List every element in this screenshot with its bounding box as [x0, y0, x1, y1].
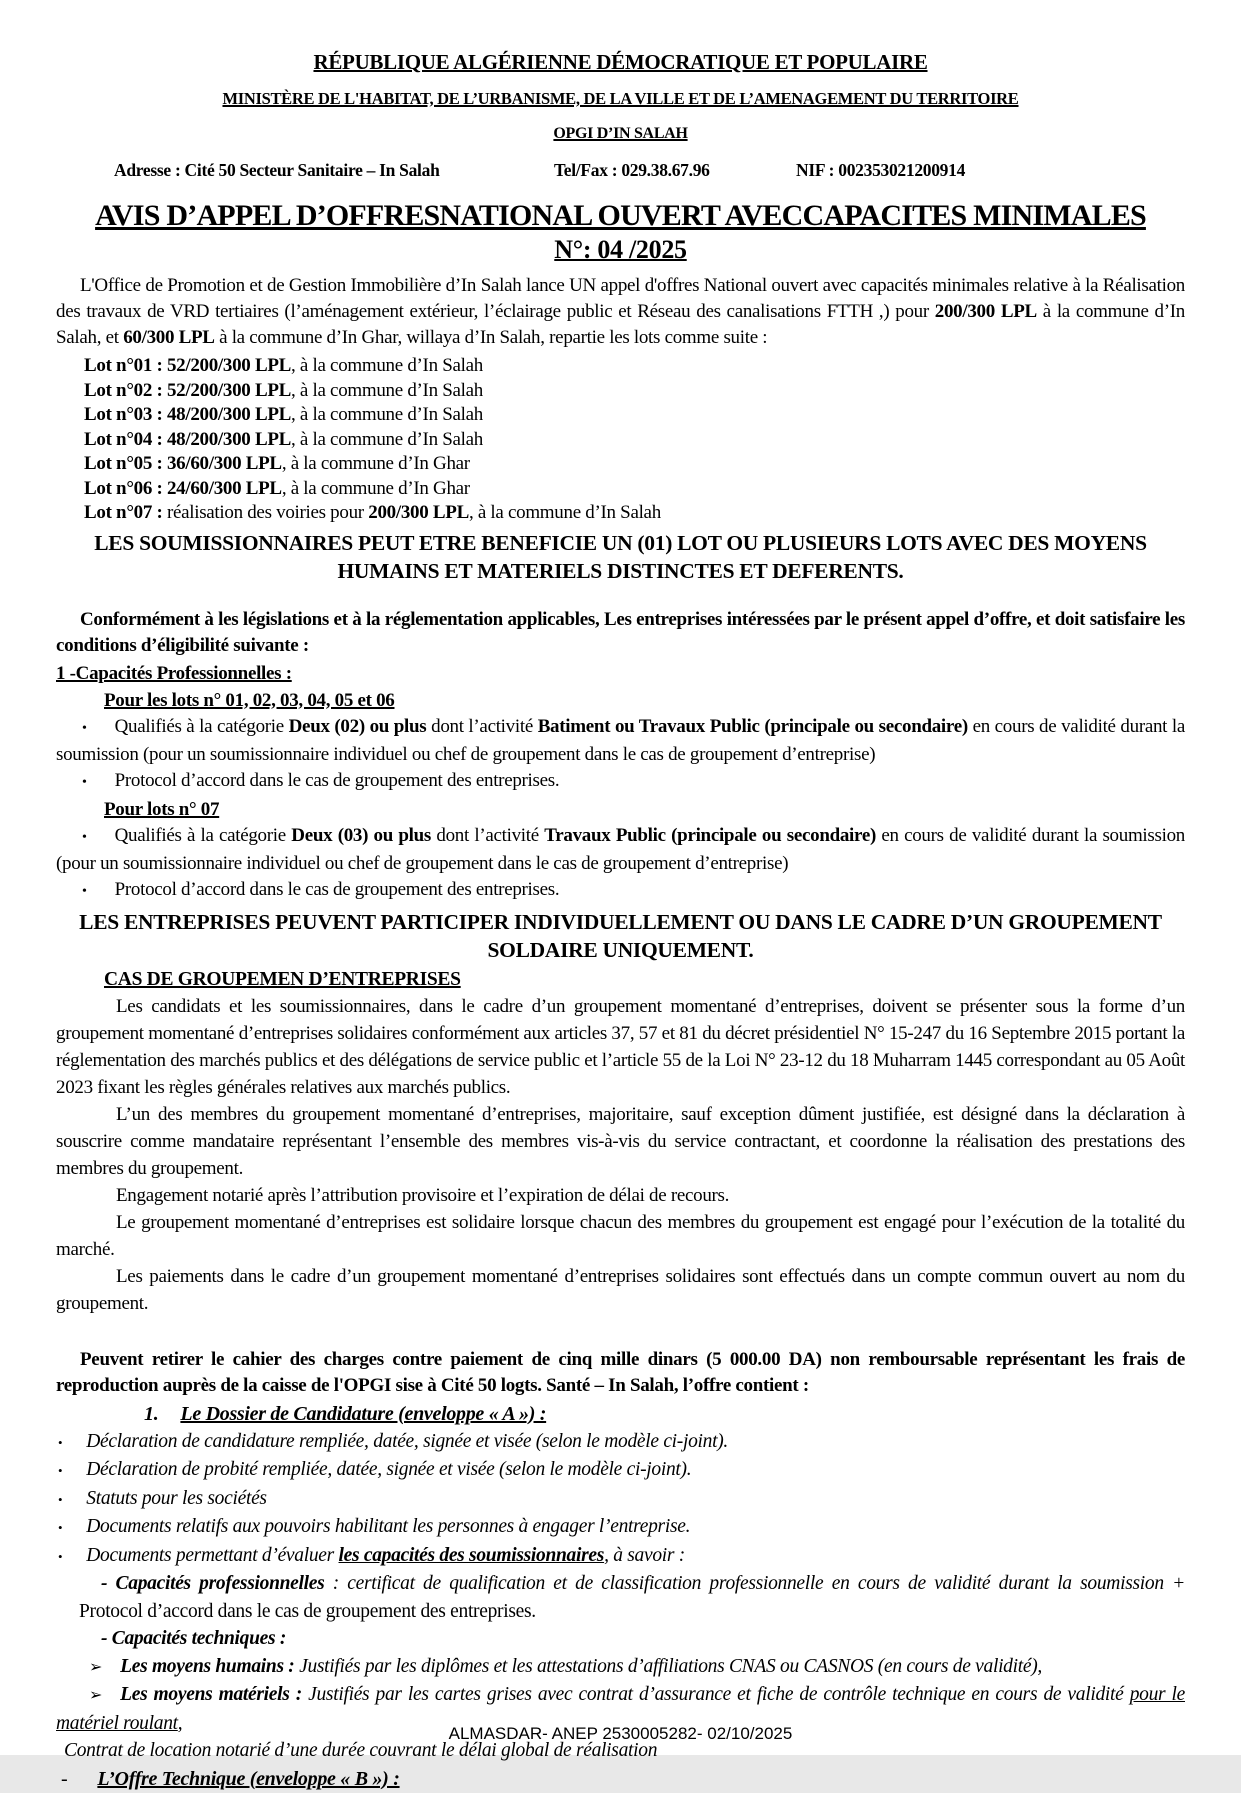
- office-heading: OPGI D’IN SALAH: [553, 125, 688, 142]
- dossier-item: • Déclaration de probité rempliée, datée, signée et visée (selon le modèle ci-joint).: [58, 1459, 692, 1480]
- groupement-paragraph: Engagement notarié après l’attribution provisoire et l’expiration de délai de recours.: [116, 1184, 730, 1206]
- capacites-techniques-heading: - Capacités techniques :: [101, 1628, 287, 1649]
- conformity-paragraph: Conformément à les législations et à la réglementation applicables, Les entreprises intéressées par le présent appel d’offre, et doit satisfaire les conditions d’éligibilité suivante :: [56, 608, 1185, 656]
- lot-line: Lot n°01 : 52/200/300 LPL, à la commune d’In Salah: [84, 355, 483, 376]
- dossier-item: • Statuts pour les sociétés: [58, 1487, 267, 1509]
- retrait-paragraph: Peuvent retirer le cahier des charges contre paiement de cinq mille dinars (5 000.00 DA) non remboursable représentant les frais de reproduction auprès de la caisse de l'OPGI sise à Cité 50 logts. Santé – In Salah, l’offre contient :: [56, 1348, 1185, 1396]
- arrow-icon: ➢: [89, 1658, 103, 1676]
- bullet-icon: •: [82, 720, 87, 736]
- lot-line: Lot n°06 : 24/60/300 LPL, à la commune d’In Ghar: [84, 477, 470, 499]
- dossier-item: • Documents permettant d’évaluer les capacités des soumissionnaires, à savoir :: [58, 1544, 685, 1566]
- dossier-item: • Documents relatifs aux pouvoirs habilitant les personnes à engager l’entreprise.: [58, 1516, 691, 1537]
- lot-line: Lot n°07 : réalisation des voiries pour 200/300 LPL, à la commune d’In Salah: [84, 502, 661, 523]
- offre-technique-heading: - L’Offre Technique (enveloppe « B ») :: [61, 1767, 400, 1790]
- bullet-icon: •: [82, 829, 87, 845]
- bullet-icon: •: [58, 1434, 63, 1450]
- qualification-bullet-lot-07: • Qualifiés à la catégorie Deux (03) ou plus dont l’activité Travaux Public (principale ou secondaire) en cours de validité durant la soumission (pour un soumissionnaire individuel ou chef de groupement dans le cas de groupement d’entreprise): [56, 824, 1185, 874]
- lots-list: [56, 354, 1185, 526]
- ministry-heading: MINISTÈRE DE L'HABITAT, DE L’URBANISME, DE LA VILLE ET DE L’AMENAGEMENT DU TERRITOIRE: [222, 89, 1019, 108]
- bullet-icon: •: [82, 774, 87, 790]
- arrow-icon: ➢: [89, 1687, 103, 1704]
- bullet-icon: •: [58, 1520, 63, 1535]
- capacites-professionnelles-detail: - Capacités professionnelles : certificat de qualification et de classification professionnelle en cours de validité durant la soumission + Protocol d’accord dans le cas de groupement des entreprises.: [79, 1573, 1186, 1622]
- groupement-paragraph: Les paiements dans le cadre d’un groupement momentané d’entreprises solidaires sont effectués dans un compte commun ouvert au nom du groupement.: [56, 1265, 1185, 1314]
- lot-line: Lot n°05 : 36/60/300 LPL, à la commune d’In Ghar: [84, 453, 470, 474]
- section-capacites-professionnelles: 1 -Capacités Professionnelles :: [56, 662, 292, 684]
- telfax-text: Tel/Fax : 029.38.67.96: [554, 160, 710, 180]
- groupement-paragraph: Les candidats et les soumissionnaires, dans le cadre d’un groupement momentané d’entreprises, doivent se présenter sous la forme d’un groupement momentané d’entreprises solidaires conformément aux articles 37, 57 et 81 du décret présidentiel N° 15-247 du 16 Septembre 2015 portant la réglementation des marchés publics et des délégations de service public et l’article 55 de la Loi N° 23-12 du 18 Muharram 1445 correspondant au 05 Août 2023 fixant les règles générales relatives aux marchés publics.: [56, 995, 1185, 1098]
- contact-line: [56, 160, 1185, 181]
- moyens-materiels-item: ➢ Les moyens matériels : Justifiés par les cartes grises avec contrat d’assurance et fiche de contrôle technique en cours de validité pour le matériel roulant,: [56, 1684, 1185, 1734]
- groupement-heading: CAS DE GROUPEMEN D’ENTREPRISES: [104, 968, 461, 990]
- intro-paragraph: L'Office de Promotion et de Gestion Immobilière d’In Salah lance UN appel d'offres National ouvert avec capacités minimales relative à la Réalisation des travaux de VRD tertiaires (l’aménagement extérieur, l’éclairage public et Réseau des canalisations FTTH ,) pour 200/300 LPL à la commune d’In Salah, et 60/300 LPL à la commune d’In Ghar, willaya d’In Salah, repartie les lots comme suite :: [56, 275, 1185, 348]
- subsection-lots-01-06: Pour les lots n° 01, 02, 03, 04, 05 et 06: [104, 689, 395, 711]
- bullet-icon: •: [58, 1491, 63, 1507]
- anep-footer: ALMASDAR- ANEP 2530005282- 02/10/2025: [448, 1724, 793, 1743]
- bullet-icon: •: [58, 1463, 63, 1478]
- dossier-candidature-heading: 1. Le Dossier de Candidature (enveloppe « A ») :: [144, 1402, 547, 1425]
- groupement-paragraph: L’un des membres du groupement momentané d’entreprises, majoritaire, sauf exception dûment justifiée, est désigné dans la déclaration à souscrire comme mandataire représentant l’ensemble des membres vis-à-vis du service contractant, et coordonne la réalisation des prestations des membres du groupement.: [56, 1103, 1185, 1179]
- doc-title: AVIS D’APPEL D’OFFRESNATIONAL OUVERT AVECCAPACITES MINIMALES: [95, 199, 1146, 232]
- address-text: Adresse : Cité 50 Secteur Sanitaire – In Salah: [114, 160, 440, 180]
- nif-text: NIF : 002353021200914: [796, 160, 966, 180]
- beneficiary-notice: LES SOUMISSIONNAIRES PEUT ETRE BENEFICIE UN (01) LOT OU PLUSIEURS LOTS AVEC DES MOYENS HUMAINS ET MATERIELS DISTINCTES ET DEFERENTS.: [94, 530, 1147, 583]
- protocol-bullet: • Protocol d’accord dans le cas de groupement des entreprises.: [82, 878, 560, 900]
- doc-number: N°: 04 /2025: [554, 235, 687, 264]
- contrat-location-line: Contrat de location notarié d’une durée couvrant le délai global de réalisation: [64, 1740, 658, 1761]
- bullet-icon: •: [82, 883, 87, 899]
- subsection-lot-07: Pour lots n° 07: [104, 798, 220, 820]
- qualification-bullet-lots-01-06: • Qualifiés à la catégorie Deux (02) ou plus dont l’activité Batiment ou Travaux Public (principale ou secondaire) en cours de validité durant la soumission (pour un soumissionnaire individuel ou chef de groupement dans le cas de groupement d’entreprise): [56, 715, 1185, 765]
- dossier-item: • Déclaration de candidature rempliée, datée, signée et visée (selon le modèle ci-joint).: [58, 1430, 729, 1452]
- protocol-bullet: • Protocol d’accord dans le cas de groupement des entreprises.: [82, 769, 560, 791]
- participation-notice: LES ENTREPRISES PEUVENT PARTICIPER INDIVIDUELLEMENT OU DANS LE CADRE D’UN GROUPEMENT SOLDAIRE UNIQUEMENT.: [79, 909, 1162, 962]
- moyens-humains-item: ➢ Les moyens humains : Justifiés par les diplômes et les attestations d’affiliations CNAS ou CASNOS (en cours de validité),: [89, 1655, 1042, 1677]
- bullet-icon: •: [58, 1548, 63, 1564]
- lot-line: Lot n°03 : 48/200/300 LPL, à la commune d’In Salah: [84, 404, 483, 425]
- lot-line: Lot n°04 : 48/200/300 LPL, à la commune d’In Salah: [84, 428, 483, 450]
- groupement-paragraph: Le groupement momentané d’entreprises est solidaire lorsque chacun des membres du groupement est engagé pour l’exécution de la totalité du marché.: [56, 1211, 1185, 1260]
- republic-heading: RÉPUBLIQUE ALGÉRIENNE DÉMOCRATIQUE ET POPULAIRE: [313, 50, 928, 74]
- lot-line: Lot n°02 : 52/200/300 LPL, à la commune d’In Salah: [84, 379, 483, 401]
